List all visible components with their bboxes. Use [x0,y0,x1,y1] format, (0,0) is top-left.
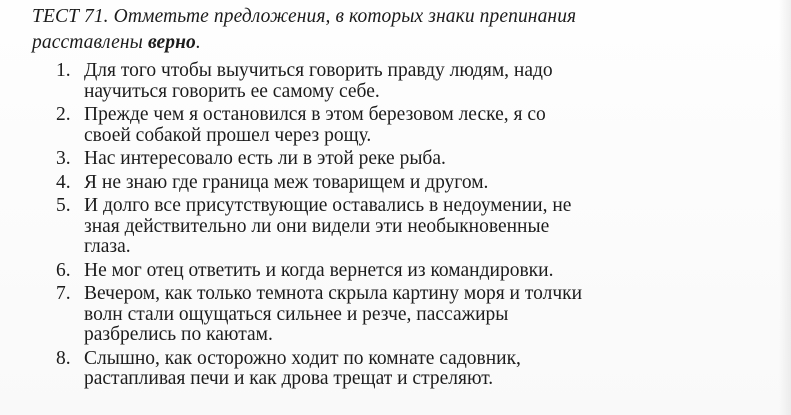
list-item [56,261,776,282]
list-item [56,105,776,146]
item-text-line: волн стали ощущаться сильнее и резче, пассажиры [84,303,509,325]
item-text-line: Не мог отец ответить и когда вернется из командировки. [84,259,554,281]
item-text [84,173,776,194]
item-text-line: Слышно, как осторожно ходит по комнате садовник, [84,347,521,369]
item-number: 4. [56,171,71,193]
item-text-line: Я не знаю где граница меж товарищем и другом. [84,171,489,193]
list-item [56,149,776,170]
sentence-list [56,61,776,393]
list-item [56,349,776,390]
item-text-line: зная действительно ли они видели эти необыкновенные [84,215,550,237]
test-instruction-line2: расставлены [32,32,143,53]
item-number: 1. [56,60,71,81]
page-edge-shadow [779,0,791,415]
item-text-line: своей собакой прошел через рощу. [84,124,372,146]
list-item [56,196,776,258]
item-number: 6. [56,259,71,281]
item-text-line: разбрелись по каютам. [84,324,273,345]
list-item [56,284,776,346]
test-header [32,4,772,56]
item-text [84,149,776,170]
item-text-line: Вечером, как только темнота скрыла картину моря и толчки [84,283,583,304]
item-text-line: И долго все присутствующие оставались в недоумении, не [84,195,572,216]
item-text [84,349,776,390]
item-text-line: Прежде чем я остановился в этом березовом леске, я со [84,104,546,125]
item-number: 8. [56,347,71,369]
item-number: 2. [56,104,71,125]
instruction-period: . [195,32,201,53]
instruction-emphasis: верно [147,32,196,53]
test-label: ТЕСТ 71. [32,6,109,27]
item-text [84,284,776,346]
item-text-line: глаза. [84,236,131,257]
item-text-line: растапливая печи и как дрова трещат и стреляют. [84,368,494,389]
item-text-line: Нас интересовало есть ли в этой реке рыба. [84,148,446,169]
list-item [56,61,776,102]
item-number: 7. [56,283,71,304]
item-text [84,61,776,102]
item-number: 5. [56,195,71,216]
item-text [84,196,776,258]
list-item [56,173,776,194]
item-text [84,261,776,282]
item-text-line: научиться говорить ее самому себе. [84,80,380,102]
test-instruction: Отметьте предложения, в которых знаки препинания [113,6,577,27]
item-text-line: Для того чтобы выучиться говорить правду людям, надо [84,60,553,81]
item-text [84,105,776,146]
item-number: 3. [56,148,71,169]
